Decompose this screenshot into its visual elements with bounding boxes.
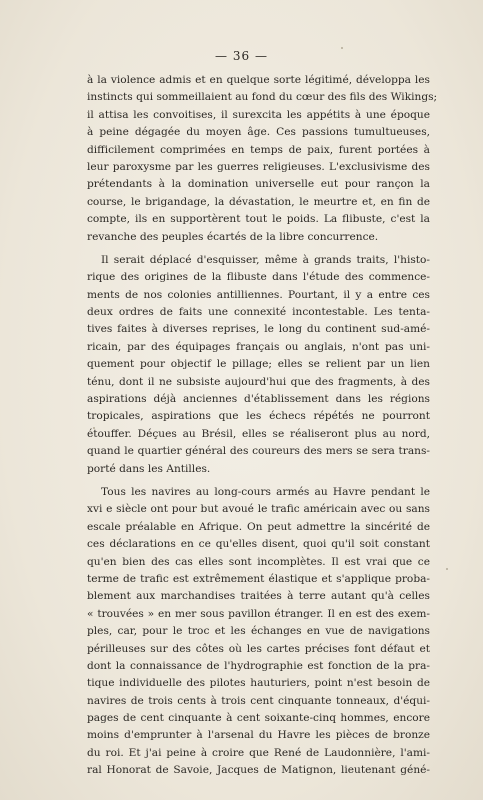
text-line: il attisa les convoitises, il surexcita les appétits à une époque: [87, 108, 430, 121]
paragraph-3: [87, 484, 430, 780]
text-line: périlleuses sur des côtes où les cartes précises font défaut et: [87, 642, 430, 655]
text-line: blement aux marchandises traitées à terre autant qu'à celles: [87, 590, 430, 603]
text-line: ples, car, pour le troc et les échanges en vue de navigations: [87, 625, 430, 638]
text-line: ténu, dont il ne subsiste aujourd'hui que des fragments, à des: [87, 375, 430, 388]
text-line: escale préalable en Afrique. On peut admettre la sincérité de: [87, 520, 430, 533]
body-text: [87, 72, 438, 780]
text-line: tique individuelle des pilotes hauturiers, point n'est besoin de: [87, 677, 430, 690]
text-line: dont la connaissance de l'hydrographie est fonction de la pra-: [87, 659, 430, 672]
text-line: terme de trafic est extrêmement élastique et s'applique proba-: [87, 572, 430, 585]
text-line: qu'en bien des cas elles sont incomplètes. Il est vrai que ce: [87, 555, 430, 568]
text-line: compte, ils en supportèrent tout le poids. La flibuste, c'est la: [87, 213, 430, 226]
text-line: tives faites à diverses reprises, le long du continent sud-amé-: [87, 323, 430, 336]
text-line: moins d'emprunter à l'arsenal du Havre les pièces de bronze: [87, 729, 430, 742]
text-line: porté dans les Antilles.: [87, 462, 211, 475]
text-line: ricain, par des équipages français ou anglais, n'ont pas uni-: [87, 340, 430, 353]
page-number: — 36 —: [215, 49, 268, 63]
text-line: étouffer. Déçues au Brésil, elles se réaliseront plus au nord,: [87, 427, 430, 440]
text-line: Tous les navires au long-cours armés au Havre pendant le: [101, 485, 430, 498]
text-line: ral Honorat de Savoie, Jacques de Matignon, lieutenant géné-: [87, 764, 430, 777]
text-line: xvi e siècle ont pour but avoué le trafic américain avec ou sans: [87, 503, 430, 516]
text-line: du roi. Et j'ai peine à croire que René de Laudonnière, l'ami-: [87, 746, 430, 759]
paragraph-2: [87, 252, 430, 478]
text-line: instincts qui sommeillaient au fond du cœur des fils des Wikings;: [87, 91, 438, 104]
text-line: revanche des peuples écartés de la libre concurrence.: [87, 230, 379, 243]
text-line: difficilement comprimées en temps de paix, furent portées à: [87, 143, 430, 156]
text-line: prétendants à la domination universelle eut pour rançon la: [87, 178, 430, 191]
text-line: tropicales, aspirations que les échecs répétés ne pourront: [87, 410, 430, 423]
text-line: deux ordres de faits une connexité incontestable. Les tenta-: [87, 306, 430, 319]
text-line: Il serait déplacé d'esquisser, même à grands traits, l'histo-: [101, 253, 430, 266]
text-line: « trouvées » en mer sous pavillon étranger. Il en est des exem-: [87, 607, 430, 620]
text-line: quand le quartier général des coureurs des mers se sera trans-: [87, 445, 430, 458]
paragraph-1: [87, 72, 438, 246]
text-line: rique des origines de la flibuste dans l'étude des commence-: [87, 271, 430, 284]
text-line: à la violence admis et en quelque sorte légitimé, développa les: [87, 74, 430, 86]
text-line: aspirations déjà anciennes d'établissement dans les régions: [87, 393, 430, 406]
text-line: pages de cent cinquante à cent soixante-cinq hommes, encore: [87, 712, 430, 725]
text-line: leur paroxysme par les guerres religieuses. L'exclusivisme des: [87, 160, 430, 173]
text-line: navires de trois cents à trois cent cinquante tonneaux, d'équi-: [87, 694, 430, 707]
text-line: ments de nos colonies antilliennes. Pourtant, il y a entre ces: [87, 288, 430, 301]
text-line: quement pour objectif le pillage; elles se relient par un lien: [87, 358, 430, 371]
text-line: ces déclarations en ce qu'elles disent, quoi qu'il soit constant: [87, 538, 430, 551]
text-line: à peine dégagée du moyen âge. Ces passions tumultueuses,: [87, 126, 430, 139]
text-line: course, le brigandage, la dévastation, le meurtre et, en fin de: [87, 195, 430, 208]
